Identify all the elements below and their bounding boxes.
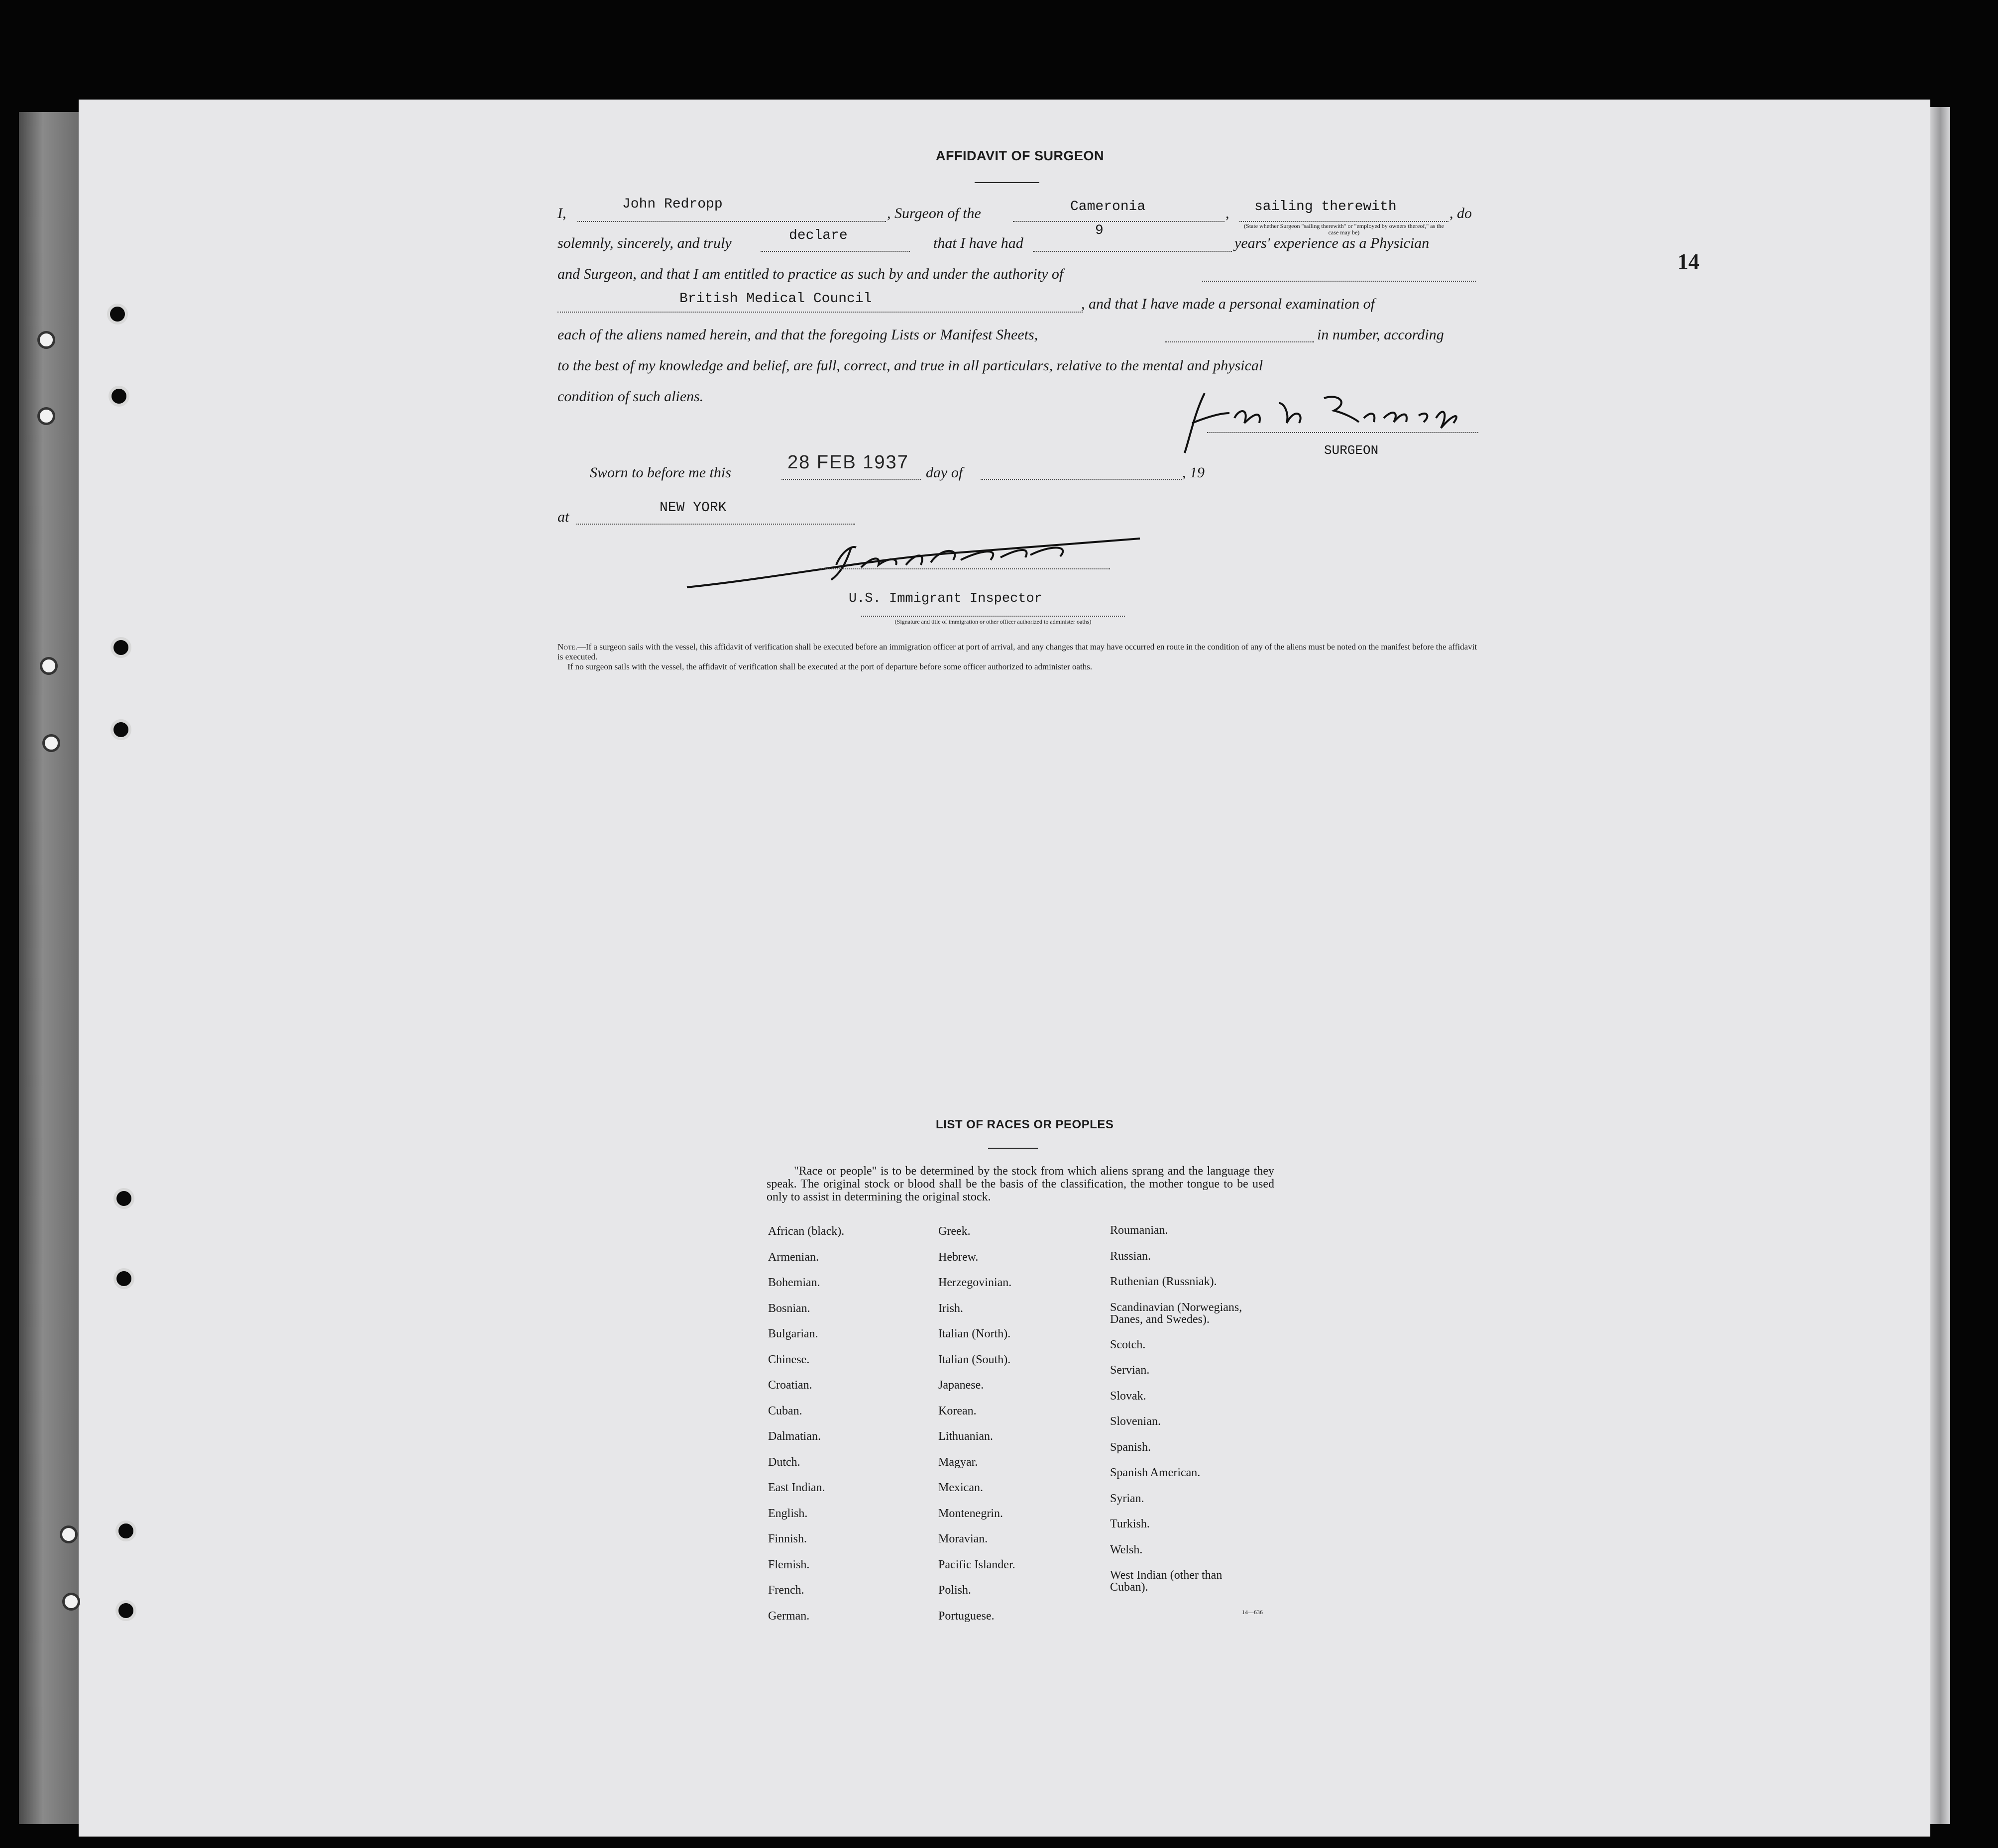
- sheets-count-line: [1165, 341, 1314, 342]
- declaration-field: declare: [789, 228, 848, 243]
- races-title-underline: [988, 1148, 1038, 1149]
- race-item: Japanese.: [938, 1379, 984, 1392]
- race-item: Syrian.: [1110, 1492, 1144, 1505]
- authority-extra-line: [1202, 281, 1476, 282]
- race-item: German.: [768, 1609, 810, 1623]
- race-item: Polish.: [938, 1584, 972, 1597]
- race-item: Spanish American.: [1110, 1466, 1201, 1479]
- race-item: Slovak.: [1110, 1389, 1146, 1403]
- affidavit-title: AFFIDAVIT OF SURGEON: [936, 148, 1104, 163]
- inspector-caption: (Signature and title of immigration or other officer authorized to administer oaths): [894, 618, 1092, 625]
- binder-hole: [40, 657, 58, 675]
- binder-hole: [115, 1521, 136, 1541]
- page-number: 14: [1677, 249, 1699, 274]
- race-item: Hebrew.: [938, 1250, 979, 1264]
- races-column-3: [1110, 1224, 1289, 1595]
- race-item: Welsh.: [1110, 1543, 1143, 1556]
- authority-field: British Medical Council: [679, 291, 872, 307]
- location-field: NEW YORK: [660, 500, 727, 516]
- race-item: French.: [768, 1584, 804, 1597]
- race-item: Slovenian.: [1110, 1415, 1161, 1428]
- race-item: English.: [768, 1507, 808, 1520]
- at-text: at: [557, 509, 569, 525]
- race-item: East Indian.: [768, 1481, 825, 1494]
- in-number-text: in number, according: [1317, 326, 1444, 343]
- pronoun-text: I,: [557, 205, 566, 221]
- race-item: Portuguese.: [938, 1609, 995, 1623]
- race-item: Dalmatian.: [768, 1430, 821, 1443]
- race-item: Cuban.: [768, 1404, 802, 1417]
- binder-hole: [115, 1600, 136, 1621]
- solemnly-text: solemnly, sincerely, and truly: [557, 235, 732, 251]
- race-item: Mexican.: [938, 1481, 983, 1494]
- years-field: 9: [1095, 223, 1104, 238]
- surgeon-of-text: , Surgeon of the: [887, 205, 981, 221]
- race-item: Spanish.: [1110, 1440, 1151, 1454]
- note-second: If no surgeon sails with the vessel, the affidavit of verification shall be executed at the port of departure before some officer authorized to administer oaths.: [567, 662, 1093, 671]
- form-code: 14—636: [1242, 1609, 1263, 1616]
- note-first: —If a surgeon sails with the vessel, this affidavit of verification shall be executed before an immigration officer at port of arrival, and any changes that may have occurred en route in the condition of any of the aliens must be noted on the manifest before the affidavit is executed.: [557, 642, 1477, 661]
- race-item: Italian (South).: [938, 1353, 1011, 1366]
- race-item: Roumanian.: [1110, 1224, 1168, 1237]
- race-item: Bulgarian.: [768, 1327, 818, 1340]
- and-surgeon-text: and Surgeon, and that I am entitled to practice as such by and under the authority of: [557, 266, 1064, 282]
- surgeon-name-field: John Redropp: [622, 197, 723, 212]
- inspector-signature: [682, 518, 1150, 597]
- sailing-status-field: sailing therewith: [1254, 199, 1397, 215]
- race-item: West Indian (other than Cuban).: [1110, 1569, 1222, 1594]
- month-field-line: [981, 479, 1182, 480]
- inspector-title: U.S. Immigrant Inspector: [849, 591, 1042, 606]
- title-underline: [975, 182, 1039, 183]
- surgeon-label: SURGEON: [1324, 443, 1379, 458]
- do-text: , do: [1449, 205, 1472, 221]
- sworn-text: Sworn to before me this: [590, 464, 731, 481]
- ship-field-line: [1013, 221, 1224, 222]
- years-field-line: [1033, 251, 1232, 252]
- inspector-title-line: [861, 616, 1125, 617]
- race-item: Bohemian.: [768, 1276, 820, 1289]
- each-alien-text: each of the aliens named herein, and that the foregoing Lists or Manifest Sheets,: [557, 326, 1038, 343]
- race-item: Korean.: [938, 1404, 977, 1417]
- name-field-line: [577, 221, 886, 222]
- binder-hole: [109, 386, 129, 407]
- race-item: Russian.: [1110, 1249, 1151, 1263]
- races-column-2: [938, 1225, 1103, 1635]
- race-item: Armenian.: [768, 1250, 819, 1264]
- race-item: Magyar.: [938, 1455, 978, 1469]
- race-item: Servian.: [1110, 1364, 1150, 1377]
- authority-field-line: [557, 312, 1083, 313]
- race-item: Herzegovinian.: [938, 1276, 1012, 1289]
- races-title: LIST OF RACES OR PEOPLES: [936, 1118, 1114, 1131]
- race-item: Chinese.: [768, 1353, 810, 1366]
- race-item: Croatian.: [768, 1379, 812, 1392]
- binder-hole: [111, 719, 131, 740]
- race-item: Scandinavian (Norwegians, Danes, and Swedes).: [1110, 1301, 1242, 1326]
- years-experience-text: years' experience as a Physician: [1234, 235, 1430, 251]
- condition-text: condition of such aliens.: [557, 388, 704, 405]
- page-stack-edge: [1930, 107, 1950, 1824]
- day-of-text: day of: [926, 464, 963, 481]
- note-lead: Note.: [557, 642, 577, 652]
- race-item: Dutch.: [768, 1455, 800, 1469]
- race-item: Italian (North).: [938, 1327, 1011, 1340]
- ship-name-field: Cameronia: [1070, 199, 1146, 215]
- inspector-signature-line: [821, 568, 1110, 569]
- date-field-line: [781, 479, 921, 480]
- sailing-note: (State whether Surgeon "sailing therewith" or "employed by owners thereof," as the case may be): [1244, 222, 1444, 236]
- binder-hole: [42, 734, 60, 752]
- race-item: Greek.: [938, 1225, 971, 1238]
- affidavit-note: [557, 642, 1478, 672]
- races-intro: "Race or people" is to be determined by the stock from which aliens sprang and the language they speak. The original stock or blood shall be the basis of the classification, the mother tongue to be used only to assist in determining the original stock.: [767, 1165, 1274, 1203]
- race-item: Finnish.: [768, 1532, 807, 1545]
- year-prefix-text: , 19: [1182, 464, 1205, 481]
- best-knowledge-text: to the best of my knowledge and belief, are full, correct, and true in all particulars, relative to the mental and physical: [557, 357, 1263, 374]
- binder-hole: [113, 1188, 134, 1209]
- status-field-line: [1239, 221, 1448, 222]
- race-item: Ruthenian (Russniak).: [1110, 1275, 1217, 1288]
- race-item: Irish.: [938, 1302, 963, 1315]
- have-had-text: that I have had: [933, 235, 1023, 251]
- sworn-date-stamp: 28 FEB 1937: [787, 452, 909, 473]
- race-item: Turkish.: [1110, 1518, 1150, 1530]
- binder-hole: [60, 1525, 78, 1543]
- surgeon-signature-line: [1207, 432, 1478, 433]
- personal-exam-text: , and that I have made a personal examination of: [1081, 296, 1375, 312]
- race-item: Bosnian.: [768, 1302, 810, 1315]
- races-column-1: [768, 1225, 927, 1635]
- race-item: Flemish.: [768, 1558, 810, 1571]
- race-item: Pacific Islander.: [938, 1558, 1015, 1571]
- race-item: Moravian.: [938, 1532, 988, 1545]
- race-item: Lithuanian.: [938, 1430, 993, 1443]
- binder-hole: [62, 1593, 80, 1611]
- binder-hole: [113, 1268, 134, 1289]
- binder-hole: [37, 331, 55, 349]
- binder-hole: [37, 407, 55, 425]
- binder-hole: [107, 304, 128, 325]
- binder-hole: [111, 637, 131, 658]
- race-item: African (black).: [768, 1225, 845, 1238]
- comma-text: ,: [1225, 205, 1229, 221]
- declare-field-line: [761, 251, 910, 252]
- race-item: Scotch.: [1110, 1338, 1146, 1351]
- race-item: Montenegrin.: [938, 1507, 1003, 1520]
- binder-strip: [19, 112, 79, 1824]
